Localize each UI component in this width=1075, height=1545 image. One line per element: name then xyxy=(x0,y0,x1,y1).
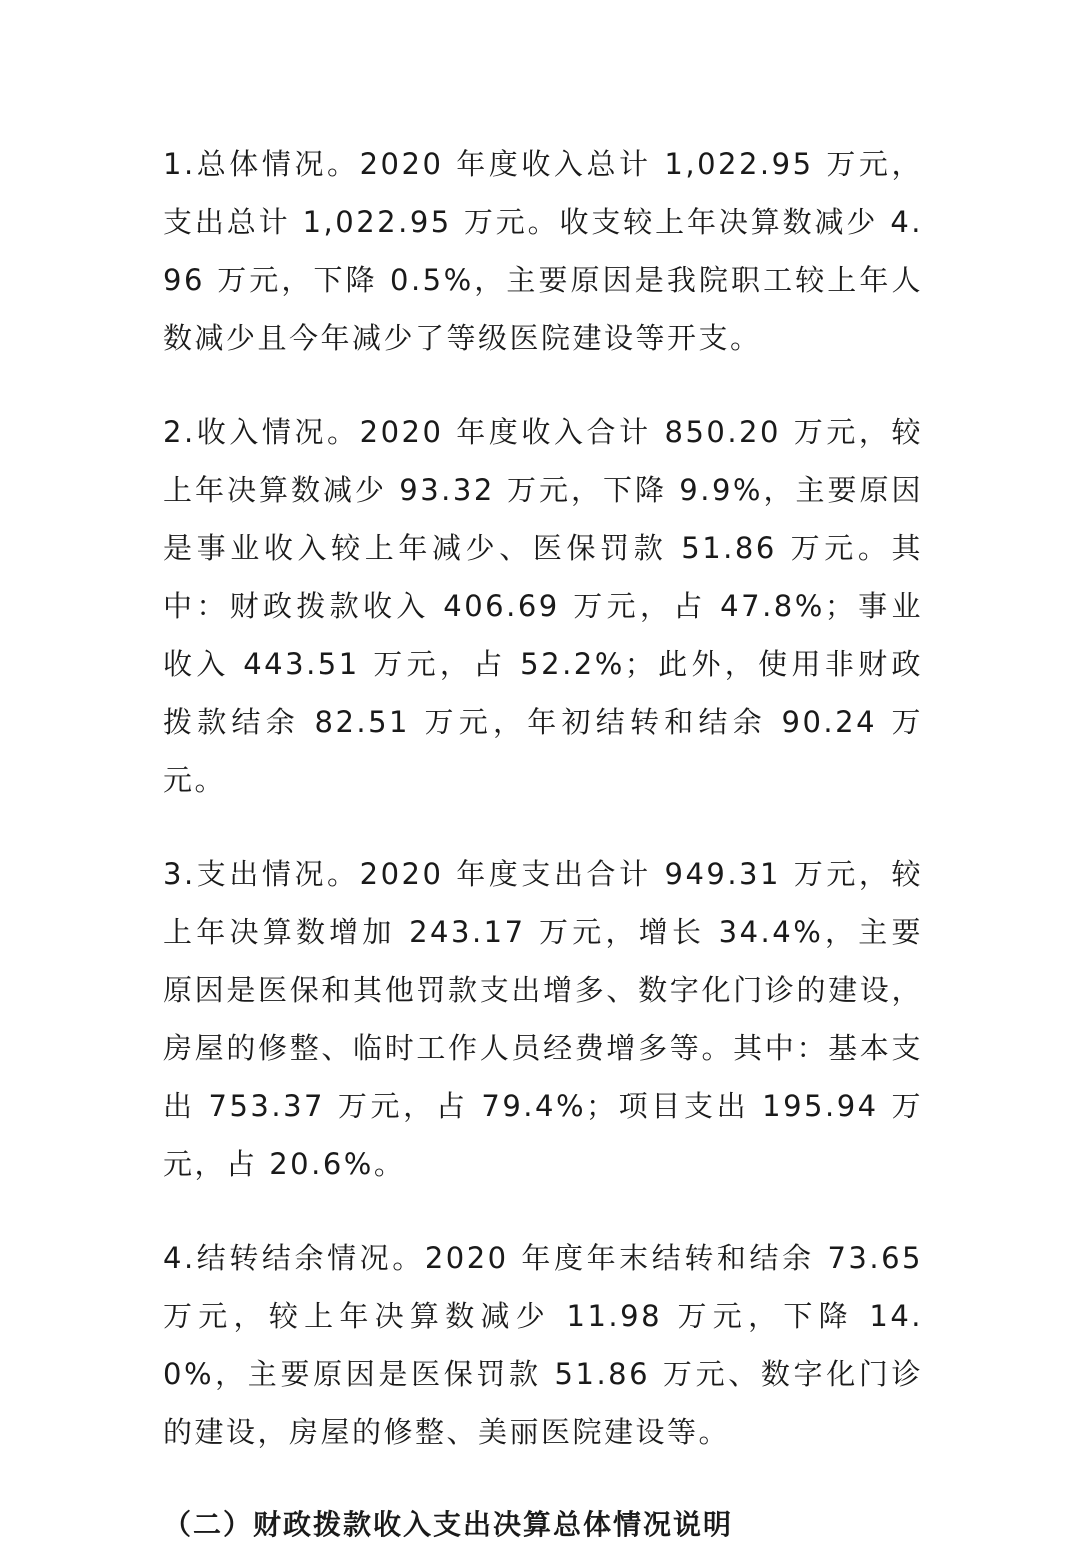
section-heading: （二）财政拨款收入支出决算总体情况说明 xyxy=(163,1508,734,1541)
document-body xyxy=(163,135,923,1545)
paragraph-carryover: 4.结转结余情况。2020 年度年末结转和结余 73.65 万元，较上年决算数减少 11.98 万元，下降 14.0%，主要原因是医保罚款 51.86 万元、数字化门诊的建设，房屋的修整、美丽医院建设等。 xyxy=(163,1241,923,1449)
paragraph-income: 2.收入情况。2020 年度收入合计 850.20 万元，较上年决算数减少 93.32 万元，下降 9.9%，主要原因是事业收入较上年减少、医保罚款 51.86 万元。其中：财政拨款收入 406.69 万元，占 47.8%；事业收入 443.51 万元，占 52.2%；此外，使用非财政拨款结余 82.51 万元，年初结转和结余 90.24 万元。 xyxy=(163,415,923,797)
paragraph-expenditure: 3.支出情况。2020 年度支出合计 949.31 万元，较上年决算数增加 243.17 万元，增长 34.4%，主要原因是医保和其他罚款支出增多、数字化门诊的建设，房屋的修整、临时工作人员经费增多等。其中：基本支出 753.37 万元，占 79.4%；项目支出 195.94 万元，占 20.6%。 xyxy=(163,857,923,1181)
paragraph-overall: 1.总体情况。2020 年度收入总计 1,022.95 万元，支出总计 1,022.95 万元。收支较上年决算数减少 4.96 万元，下降 0.5%，主要原因是我院职工较上年人数减少且今年减少了等级医院建设等开支。 xyxy=(163,147,923,355)
